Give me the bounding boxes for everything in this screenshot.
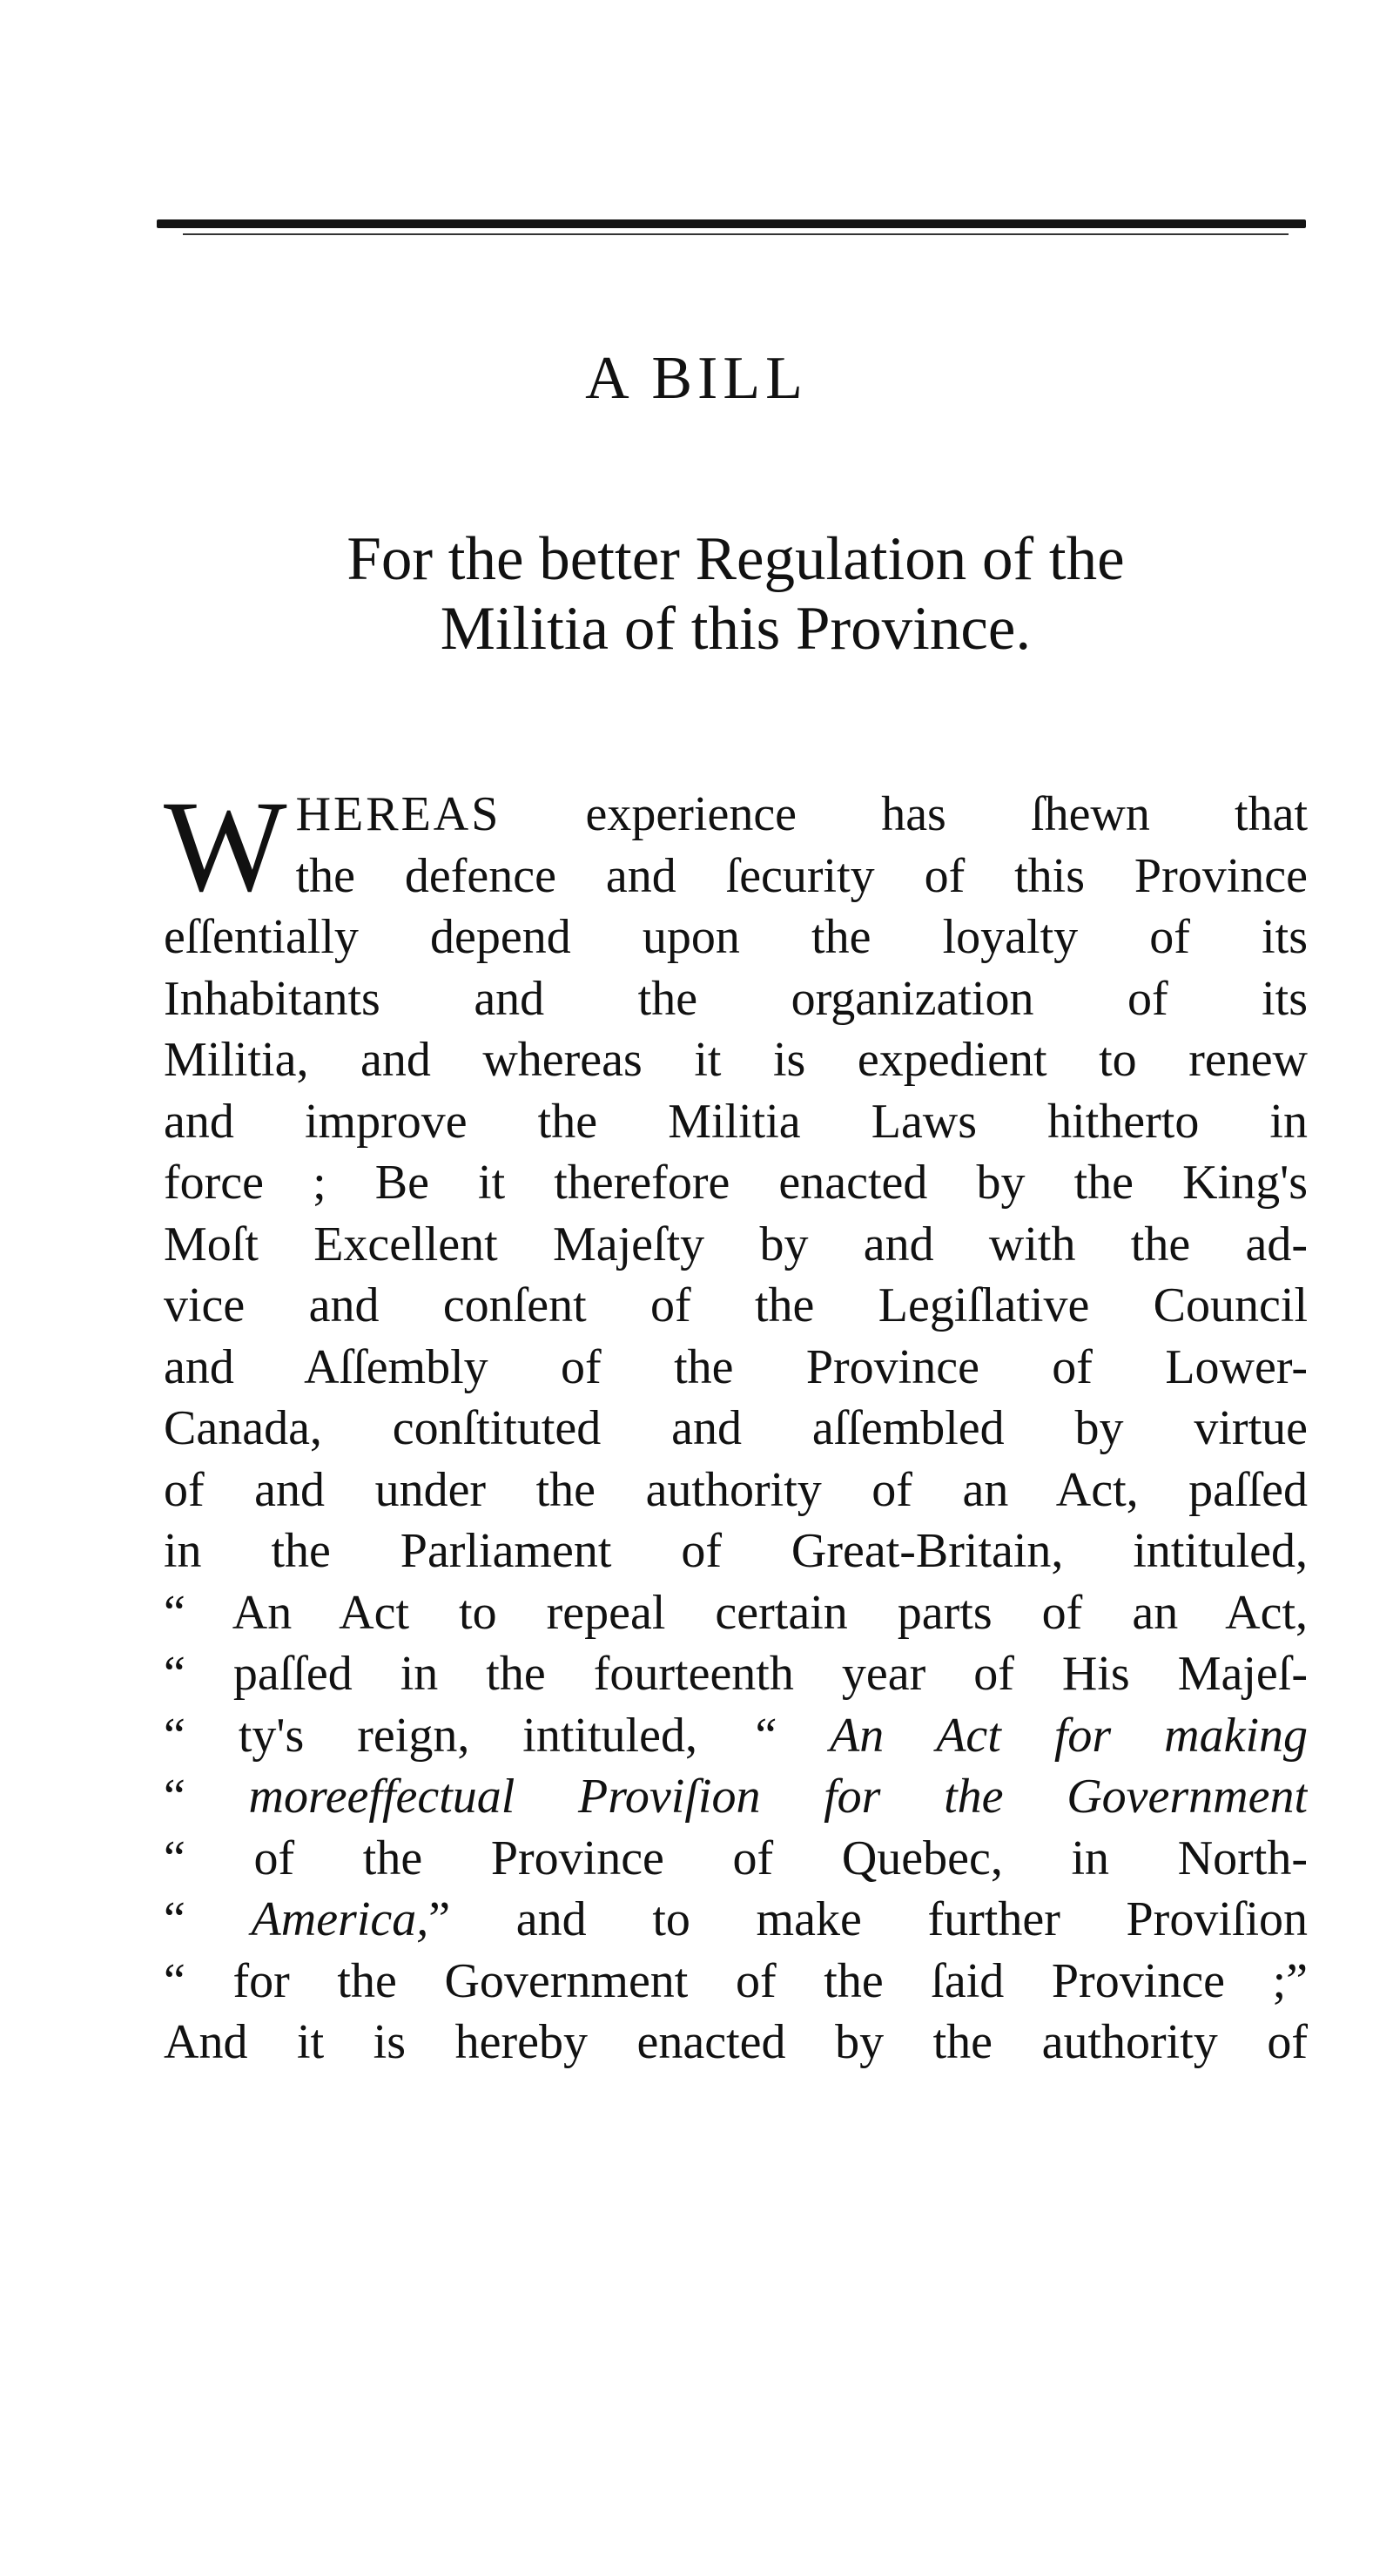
body-line-19-rest: ” and to make further Proviſion — [428, 1892, 1308, 1946]
body-line-20: “ for the Government of the ſaid Province ;” — [164, 1953, 1308, 2008]
body-line-8: Moſt Excellent Majeſty by and with the ad- — [164, 1217, 1308, 1271]
body-line-9: vice and conſent of the Legiſlative Council — [164, 1278, 1308, 1332]
body-line-16-italic: “ An Act for making — [750, 1708, 1308, 1763]
body-line-7: force ; Be it therefore enacted by the King's — [164, 1156, 1308, 1210]
body-line-18: “ of the Province of Quebec, in North- — [164, 1831, 1308, 1885]
first-word: HEREAS — [295, 787, 501, 841]
body-line-1 — [296, 784, 1308, 846]
subtitle-line-2: Militia of this Province. — [440, 595, 1032, 663]
body-line-1-text: experience has ſhewn that — [585, 787, 1308, 841]
header-rule-thin — [183, 233, 1289, 235]
body-line-19-quote: “ — [164, 1892, 185, 1946]
subtitle-line-1: For the better Regulation of the — [347, 525, 1125, 593]
bill-title: A BILL — [585, 345, 808, 412]
body-line-16-text: “ ty's reign, intituled, — [164, 1708, 697, 1763]
body-line-6: and improve the Militia Laws hitherto in — [164, 1094, 1308, 1149]
bill-subtitle — [161, 524, 1310, 664]
body-line-15: “ paſſed in the fourteenth year of His Majeſ- — [164, 1647, 1308, 1701]
body-line-14: “ An Act to repeal certain parts of an Act, — [164, 1585, 1308, 1640]
body-line-19-italic: America, — [251, 1892, 429, 1946]
body-line-19 — [164, 1889, 1308, 1951]
body-line-11: Canada, conſtituted and aſſembled by virtue — [164, 1401, 1308, 1455]
body-line-13: in the Parliament of Great-Britain, intituled, — [164, 1524, 1308, 1578]
bill-body — [164, 774, 1308, 2074]
body-line-17-quote: “ — [164, 1770, 185, 1824]
body-line-3: eſſentially depend upon the loyalty of its — [164, 910, 1308, 964]
body-line-21: And it is hereby enacted by the authority of — [164, 2015, 1308, 2069]
body-line-17 — [164, 1766, 1308, 1828]
body-line-12: of and under the authority of an Act, paſſed — [164, 1462, 1308, 1517]
body-line-17-italic: moreeffectual Proviſion for the Government — [248, 1770, 1308, 1824]
header-rule — [157, 219, 1306, 228]
body-line-16 — [164, 1705, 1308, 1767]
body-line-10: and Aſſembly of the Province of Lower- — [164, 1339, 1308, 1394]
body-line-4: Inhabitants and the organization of its — [164, 971, 1308, 1026]
body-line-2: the defence and ſecurity of this Province — [295, 848, 1308, 903]
body-line-5: Militia, and whereas it is expedient to renew — [164, 1033, 1308, 1087]
drop-cap: W — [164, 774, 287, 919]
